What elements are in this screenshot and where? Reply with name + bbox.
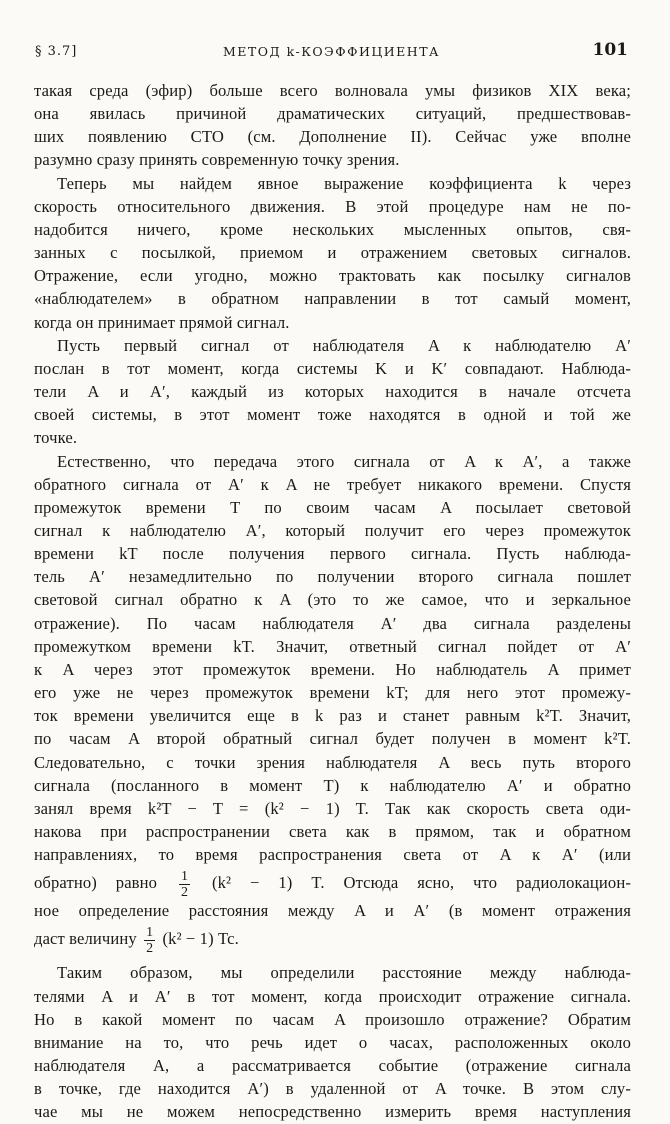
text-line: световой сигнал обратно к A (это то же самое, что и зеркальное <box>34 590 631 610</box>
formula-text-after: (k² − 1) Tc. <box>162 929 239 949</box>
fraction-numerator: 1 <box>180 869 189 884</box>
text-line: Но в какой момент по часам A произошло отражение? Обратим <box>34 1009 631 1029</box>
paragraph-first-line: Таким образом, мы определили расстояние между наблюда- <box>57 963 631 983</box>
text-line: промежутком времени kT. Значит, ответный сигнал пойдет от A′ <box>34 636 631 656</box>
paragraph-first-line: Пусть первый сигнал от наблюдателя A к наблюдателю A′ <box>57 335 631 355</box>
text-line: сигнал к наблюдателю A′, который получит его через промежуток <box>34 520 631 540</box>
paragraph-first-line: Естественно, что передача этого сигнала от A к A′, а также <box>57 451 631 471</box>
text-line: тель A′ незамедлительно по получении второго сигнала пошлет <box>34 567 631 587</box>
text-line: ное определение расстояния между A и A′ (в момент отражения <box>34 901 631 921</box>
text-line: обратного сигнала от A′ к A не требует никакого времени. Спустя <box>34 474 631 494</box>
text-line: времени kT после получения первого сигнала. Пусть наблюда- <box>34 544 631 564</box>
fraction-numerator: 1 <box>146 925 154 941</box>
text-line: наблюдателя A, а рассматривается событие (отражение сигнала <box>34 1056 631 1076</box>
fraction-one-half <box>144 925 155 955</box>
fraction-denominator: 2 <box>180 885 189 900</box>
section-reference: § 3.7] <box>35 44 78 59</box>
fraction-denominator: 2 <box>146 941 154 956</box>
formula-line <box>34 866 631 899</box>
text-line: его уже не через промежуток времени kT; для него этот промежу- <box>34 683 631 703</box>
text-line: накова при распространении света как в прямом, так и обратном <box>34 822 631 841</box>
formula-text-before: обратно) равно <box>34 873 158 893</box>
text-line: надобится ничего, кроме нескольких мысленных опытов, свя- <box>34 219 631 239</box>
text-line: чае мы не можем непосредственно измерить время наступления <box>34 1102 631 1122</box>
formula-text-after: (k² − 1) T. Отсюда ясно, что радиолокацион- <box>211 873 631 893</box>
text-line: точке. <box>34 428 78 448</box>
text-line: такая среда (эфир) больше всего волновала умы физиков XIX века; <box>34 81 631 100</box>
running-header <box>35 40 628 64</box>
paragraph-first-line: Теперь мы найдем явное выражение коэффициента k через <box>57 173 631 193</box>
formula-text-before: даст величину <box>34 929 137 949</box>
text-line: сигнала (посланного в момент T) к наблюдателю A′ и обратно <box>34 775 631 795</box>
text-line: разумно сразу принять современную точку зрения. <box>34 150 400 170</box>
text-line: своей системы, в этот момент тоже находятся в одной и той же <box>34 405 631 425</box>
fraction-one-half <box>179 869 190 899</box>
text-line: скорость относительного движения. В этой процедуре нам не по- <box>34 196 631 216</box>
text-line: тели A и A′, каждый из которых находится в начале отсчета <box>34 382 631 402</box>
text-line: «наблюдателем» в обратном направлении в тот самый момент, <box>34 289 631 309</box>
formula-line <box>34 922 631 955</box>
text-line: телями A и A′ в тот момент, когда происходит отражение сигнала. <box>34 986 631 1006</box>
text-line: внимание на то, что речь идет о часах, расположенных около <box>34 1032 631 1052</box>
text-line: она явилась причиной драматических ситуаций, предшествовав- <box>34 104 631 124</box>
text-line: Отражение, если угодно, можно трактовать как посылку сигналов <box>34 266 631 286</box>
text-line: по часам A второй обратный сигнал будет получен в момент k²T. <box>34 729 631 749</box>
body-text <box>34 79 631 1124</box>
text-line: направлениях, то время распространения света от A к A′ (или <box>34 845 631 865</box>
text-line: промежуток времени T по своим часам A посылает световой <box>34 497 631 517</box>
text-line: послан в тот момент, когда системы K и K′ совпадают. Наблюда- <box>34 358 631 378</box>
text-line: к A через этот промежуток времени. Но наблюдатель A примет <box>34 659 631 679</box>
text-line: Следовательно, с точки зрения наблюдателя A весь путь второго <box>34 752 631 772</box>
text-line: занных с посылкой, приемом и отражением световых сигналов. <box>34 243 631 263</box>
text-line: ток времени увеличится еще в k раз и станет равным k²T. Значит, <box>34 706 631 726</box>
text-line: занял время k²T − T = (k² − 1) T. Так как скорость света оди- <box>34 798 631 818</box>
text-line: в точке, где находится A′) в удаленной от A точке. В этом слу- <box>34 1079 631 1099</box>
chapter-title: МЕТОД k-КОЭФФИЦИЕНТА <box>223 44 440 59</box>
text-line: ших появлению СТО (см. Дополнение II). Сейчас уже вполне <box>34 127 631 147</box>
text-line: когда он принимает прямой сигнал. <box>34 312 290 332</box>
text-line: отражение). По часам наблюдателя A′ два сигнала разделены <box>34 613 631 633</box>
page-number: 101 <box>592 40 628 60</box>
